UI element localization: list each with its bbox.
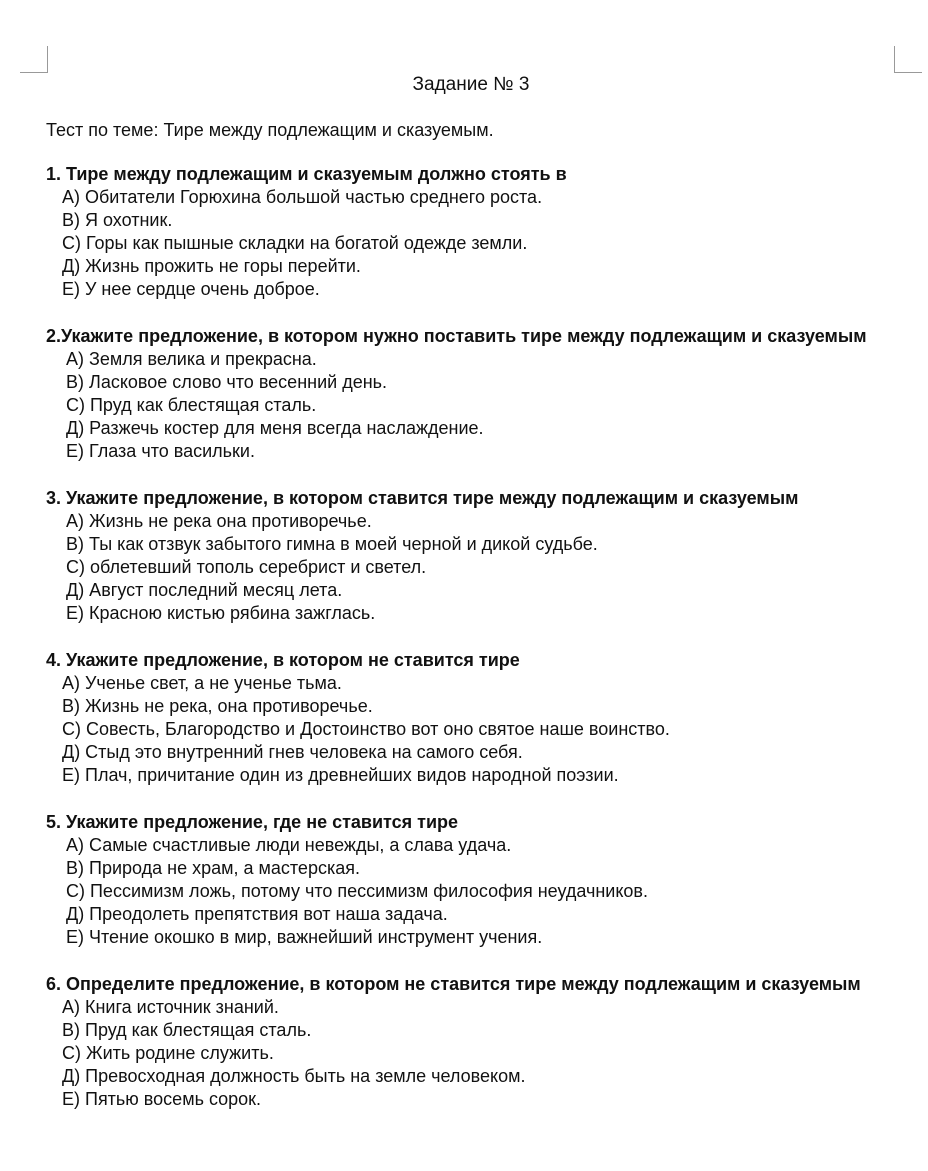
answer-option: Е) Глаза что васильки.: [66, 441, 255, 461]
answer-option: С) Пруд как блестящая сталь.: [66, 395, 317, 415]
answer-option: А) Обитатели Горюхина большой частью среднего роста.: [62, 187, 543, 207]
answer-options: [46, 510, 916, 625]
answer-option: Е) Чтение окошко в мир, важнейший инструмент учения.: [66, 927, 543, 947]
answer-option: Е) Пятью восемь сорок.: [62, 1089, 262, 1109]
question-text: 5. Укажите предложение, где не ставится тире: [46, 812, 459, 832]
answer-option: Е) У нее сердце очень доброе.: [62, 279, 320, 299]
answer-option: Е) Красною кистью рябина зажглась.: [66, 603, 376, 623]
answer-option: Е) Плач, причитание один из древнейших видов народной поэзии.: [62, 765, 619, 785]
answer-option: Д) Жизнь прожить не горы перейти.: [62, 256, 361, 276]
answer-option: С) облетевший тополь серебрист и светел.: [66, 557, 427, 577]
answer-option: С) Жить родине служить.: [62, 1043, 274, 1063]
answer-option: Д) Стыд это внутренний гнев человека на самого себя.: [62, 742, 523, 762]
answer-option: В) Я охотник.: [62, 210, 173, 230]
document-body: [46, 119, 916, 1135]
question-4: [46, 649, 916, 787]
answer-option: В) Природа не храм, а мастерская.: [66, 858, 360, 878]
answer-option: В) Ласковое слово что весенний день.: [66, 372, 388, 392]
answer-options: [46, 996, 916, 1111]
answer-option: В) Ты как отзвук забытого гимна в моей черной и дикой судьбе.: [66, 534, 598, 554]
answer-option: А) Книга источник знаний.: [62, 997, 279, 1017]
answer-option: А) Земля велика и прекрасна.: [66, 349, 317, 369]
answer-option: Д) Превосходная должность быть на земле человеком.: [62, 1066, 526, 1086]
page-corner-mark-top-right: [894, 46, 895, 73]
answer-options: [46, 834, 916, 949]
page-corner-mark-top-left: [47, 46, 48, 73]
question-1: [46, 163, 916, 301]
test-intro: Тест по теме: Тире между подлежащим и сказуемым.: [46, 120, 494, 140]
question-text: 2.Укажите предложение, в котором нужно поставить тире между подлежащим и сказуемым: [46, 326, 867, 346]
answer-option: Д) Разжечь костер для меня всегда наслаждение.: [66, 418, 484, 438]
question-6: [46, 973, 916, 1111]
question-text: 6. Определите предложение, в котором не ставится тире между подлежащим и сказуемым: [46, 974, 861, 994]
question-text: 1. Тире между подлежащим и сказуемым должно стоять в: [46, 164, 567, 184]
answer-option: А) Жизнь не река она противоречье.: [66, 511, 372, 531]
answer-option: А) Ученье свет, а не ученье тьма.: [62, 673, 342, 693]
question-2: [46, 325, 916, 463]
answer-option: Д) Преодолеть препятствия вот наша задача.: [66, 904, 448, 924]
page-corner-mark-top-left: [20, 72, 48, 73]
answer-options: [46, 186, 916, 301]
answer-options: [46, 348, 916, 463]
question-text: 4. Укажите предложение, в котором не ставится тире: [46, 650, 520, 670]
answer-option: Д) Август последний месяц лета.: [66, 580, 343, 600]
answer-option: С) Пессимизм ложь, потому что пессимизм философия неудачников.: [66, 881, 648, 901]
answer-option: С) Совесть, Благородство и Достоинство вот оно святое наше воинство.: [62, 719, 670, 739]
question-3: [46, 487, 916, 625]
answer-option: В) Пруд как блестящая сталь.: [62, 1020, 312, 1040]
question-text: 3. Укажите предложение, в котором ставится тире между подлежащим и сказуемым: [46, 488, 799, 508]
answer-option: В) Жизнь не река, она противоречье.: [62, 696, 373, 716]
answer-option: А) Самые счастливые люди невежды, а слава удача.: [66, 835, 512, 855]
answer-option: С) Горы как пышные складки на богатой одежде земли.: [62, 233, 528, 253]
page-title: Задание № 3: [412, 74, 530, 95]
answer-options: [46, 672, 916, 787]
question-5: [46, 811, 916, 949]
page-corner-mark-top-right: [894, 72, 922, 73]
